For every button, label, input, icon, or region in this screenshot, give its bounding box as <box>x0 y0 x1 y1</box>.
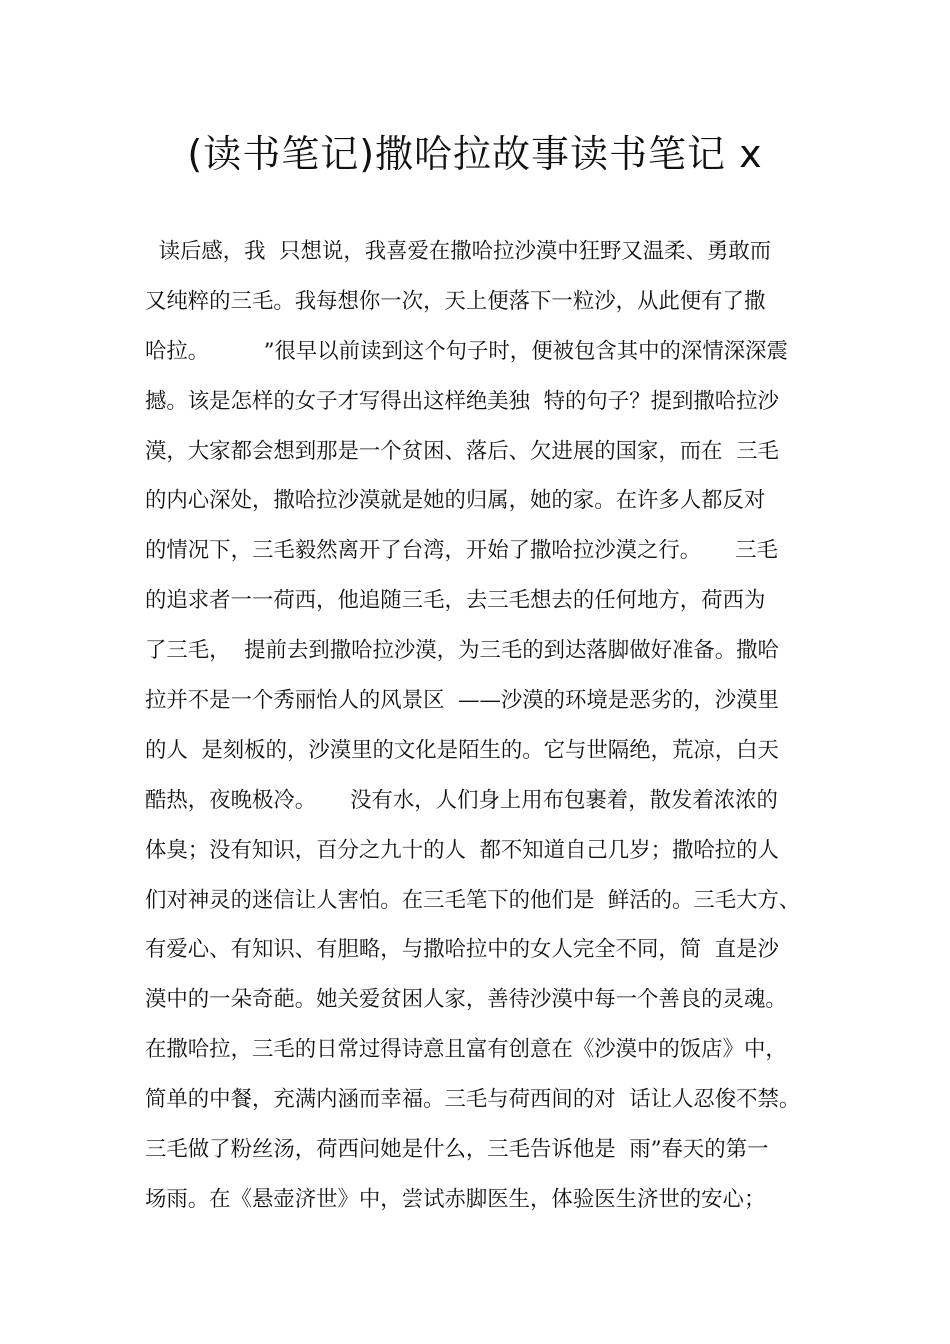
body-line: 的人 是刻板的，沙漠里的文化是陌生的。它与世隔绝，荒凉，白天 <box>145 737 779 763</box>
body-line: 读后感，我 只想说，我喜爱在撒哈拉沙漠中狂野又温柔、勇敢而 <box>145 239 772 264</box>
body-line: 撼。该是怎样的女子才写得出这样绝美独 特的句子？提到撒哈拉沙 <box>145 388 779 414</box>
body-line: 漠中的一朵奇葩。她关爱贫困人家，善待沙漠中每一个善良的灵魂。 <box>145 987 787 1013</box>
body-line: 有爱心、有知识、有胆略，与撒哈拉中的女人完全不同，简 直是沙 <box>145 937 779 963</box>
body-line: 们对神灵的迷信让人害怕。在三毛笔下的他们是 鲜活的。三毛大方、 <box>145 887 801 913</box>
body-line: 场雨。在《悬壶济世》中，尝试赤脚医生，体验医生济世的安心； <box>145 1186 766 1212</box>
body-line: 哈拉。 ”很早以前读到这个句子时，便被包含其中的深情深深震 <box>145 338 788 364</box>
body-line: 的内心深处，撒哈拉沙漠就是她的归属，她的家。在许多人都反对 <box>145 488 766 514</box>
body-line: 拉并不是一个秀丽怡人的风景区 ——沙漠的环境是恶劣的，沙漠里 <box>145 688 779 714</box>
body-line: 三毛做了粉丝汤，荷西问她是什么，三毛告诉他是 雨”春天的第一 <box>145 1137 769 1163</box>
body-line: 酷热，夜晚极冷。 没有水，人们身上用布包裹着，散发着浓浓的 <box>145 787 778 813</box>
body-line: 体臭；没有知识，百分之九十的人 都不知道自己几岁；撒哈拉的人 <box>145 837 779 863</box>
body-line: 的追求者一一荷西，他追随三毛，去三毛想去的任何地方，荷西为 <box>145 588 766 614</box>
body-line: 又纯粹的三毛。我每想你一次，天上便落下一粒沙，从此便有了撒 <box>145 288 766 314</box>
body-line: 漠，大家都会想到那是一个贫困、落后、欠进展的国家，而在 三毛 <box>145 438 779 464</box>
body-line: 在撒哈拉，三毛的日常过得诗意且富有创意在《沙漠中的饭店》中， <box>145 1037 787 1063</box>
document-body <box>145 232 835 1230</box>
body-line: 了三毛， 提前去到撒哈拉沙漠，为三毛的到达落脚做好准备。撒哈 <box>145 638 779 664</box>
document-title: (读书笔记)撒哈拉故事读书笔记 x <box>187 132 763 176</box>
body-line: 简单的中餐，充满内涵而幸福。三毛与荷西间的对 话让人忍俊不禁。 <box>145 1087 801 1113</box>
body-line: 的情况下，三毛毅然离开了台湾，开始了撒哈拉沙漠之行。 三毛 <box>145 538 778 564</box>
